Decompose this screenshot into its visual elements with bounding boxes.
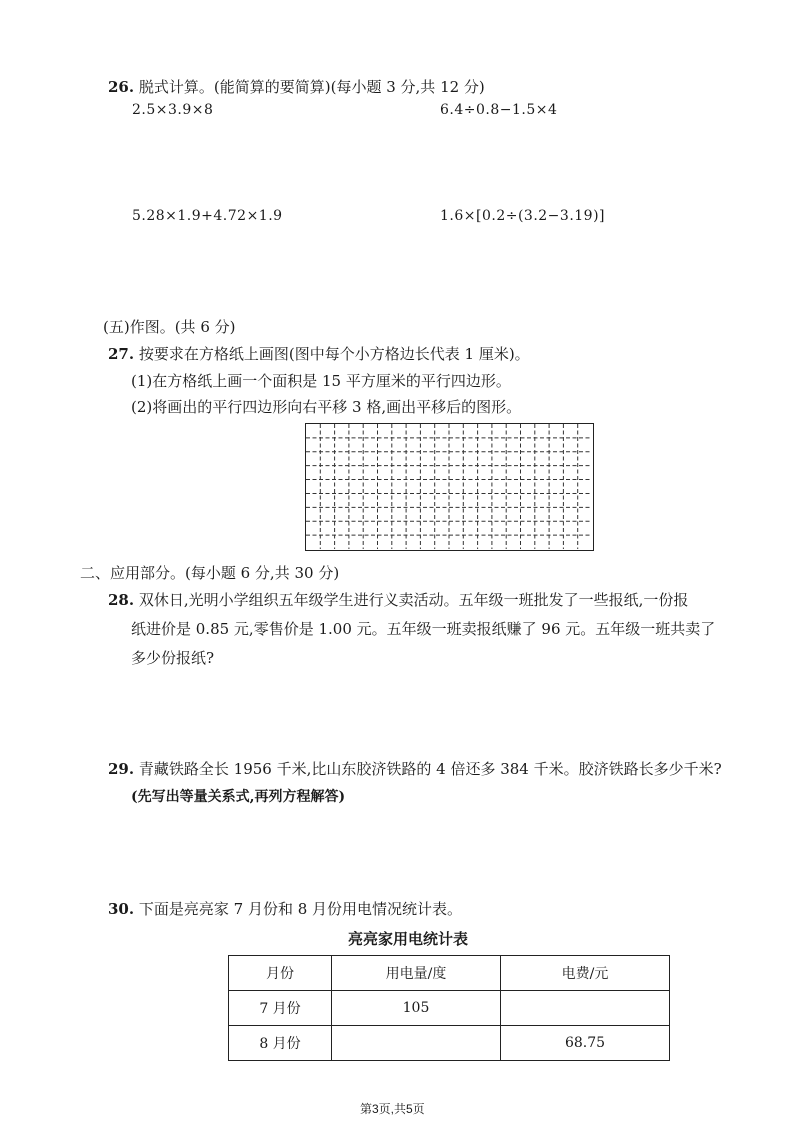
q29-number: 29. xyxy=(108,760,135,778)
q30-intro xyxy=(108,899,462,919)
q27-part-1: (1)在方格纸上画一个面积是 15 平方厘米的平行四边形。 xyxy=(131,372,511,390)
header-usage: 用电量/度 xyxy=(332,956,501,991)
table-title: 亮亮家用电统计表 xyxy=(347,930,468,948)
header-fee: 电费/元 xyxy=(501,956,670,991)
q29-note: (先写出等量关系式,再列方程解答) xyxy=(131,789,346,805)
q28-line-1 xyxy=(108,590,688,610)
q27-part-2: (2)将画出的平行四边形向右平移 3 格,画出平移后的图形。 xyxy=(131,398,522,416)
table-header-row xyxy=(229,956,670,991)
grid-paper[interactable] xyxy=(305,423,594,551)
q27-number: 27. xyxy=(108,345,135,363)
q27-title xyxy=(108,343,530,364)
row-1-fee-blank[interactable] xyxy=(501,991,670,1026)
q28-line-1-text: 双休日,光明小学组织五年级学生进行义卖活动。五年级一班批发了一些报纸,一份报 xyxy=(138,591,689,609)
row-1-usage: 105 xyxy=(332,991,501,1026)
q26-expr-3: 5.28×1.9+4.72×1.9 xyxy=(132,208,283,224)
row-2-fee: 68.75 xyxy=(501,1026,670,1061)
q27-title-text: 按要求在方格纸上画图(图中每个小方格边长代表 1 厘米)。 xyxy=(138,345,530,363)
q26-title-text: 脱式计算。(能简算的要简算)(每小题 3 分,共 12 分) xyxy=(138,78,485,96)
row-2-usage-blank[interactable] xyxy=(332,1026,501,1061)
page-footer: 第3页,共5页 xyxy=(360,1102,425,1116)
q26-expr-2: 6.4÷0.8−1.5×4 xyxy=(440,102,558,118)
q29-line-text: 青藏铁路全长 1956 千米,比山东胶济铁路的 4 倍还多 384 千米。胶济铁路长多少千米? xyxy=(138,760,722,778)
q28-number: 28. xyxy=(108,591,135,609)
electricity-table xyxy=(228,955,670,1061)
table-row xyxy=(229,1026,670,1061)
q26-expr-1: 2.5×3.9×8 xyxy=(132,102,214,118)
q29-line xyxy=(108,759,722,779)
q30-intro-text: 下面是亮亮家 7 月份和 8 月份用电情况统计表。 xyxy=(138,900,463,918)
q30-number: 30. xyxy=(108,900,135,918)
grid-lines xyxy=(306,424,595,552)
section-2-title: 二、应用部分。(每小题 6 分,共 30 分) xyxy=(80,564,340,582)
table-row xyxy=(229,991,670,1026)
row-1-month: 7 月份 xyxy=(229,991,332,1026)
row-2-month: 8 月份 xyxy=(229,1026,332,1061)
q28-line-2: 纸进价是 0.85 元,零售价是 1.00 元。五年级一班卖报纸赚了 96 元。五年级一班共卖了 xyxy=(131,620,716,638)
q26-number: 26. xyxy=(108,78,135,96)
q26-title xyxy=(108,76,485,97)
q28-line-3: 多少份报纸? xyxy=(131,649,215,667)
q26-expr-4: 1.6×[0.2÷(3.2−3.19)] xyxy=(440,208,606,224)
header-month: 月份 xyxy=(229,956,332,991)
section-5-title: (五)作图。(共 6 分) xyxy=(103,318,236,336)
